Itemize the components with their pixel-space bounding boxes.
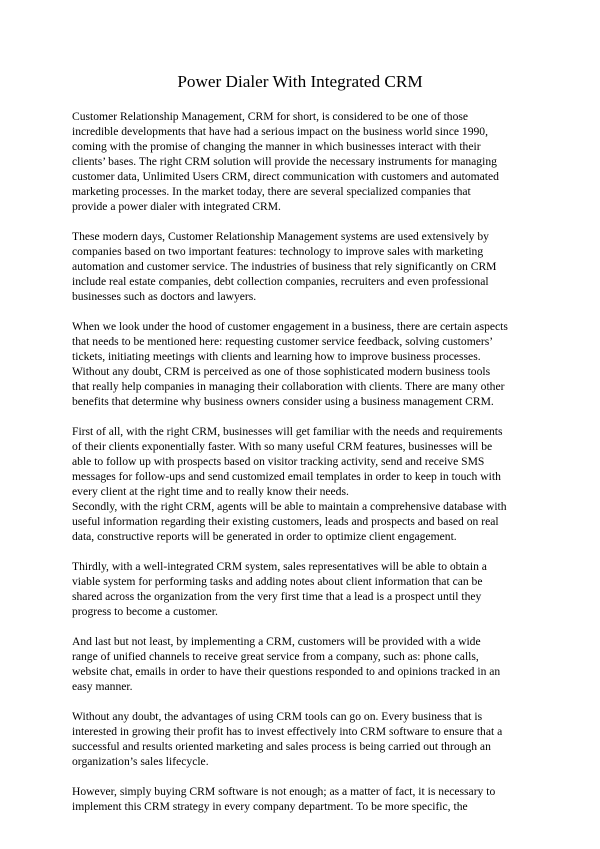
text-line: customer data, Unlimited Users CRM, direct communication with customers and automated — [72, 170, 499, 183]
paragraph-1 — [72, 109, 542, 214]
paragraph-5 — [72, 499, 542, 544]
text-line: that really help companies in managing their collaboration with clients. There are many other — [72, 380, 505, 393]
text-line: Thirdly, with a well-integrated CRM system, sales representatives will be able to obtain a — [72, 560, 487, 573]
text-line: companies based on two important features: technology to improve sales with marketing — [72, 245, 484, 258]
text-line: include real estate companies, debt collection companies, recruiters and even professional — [72, 275, 489, 288]
text-line: First of all, with the right CRM, businesses will get familiar with the needs and requirements — [72, 425, 503, 438]
text-line: automation and customer service. The industries of business that rely significantly on CRM — [72, 260, 497, 273]
text-line: data, constructive reports will be generated in order to optimize client engagement. — [72, 530, 457, 543]
text-line: tickets, initiating meetings with clients and learning how to improve business processes. — [72, 350, 481, 363]
paragraph-6 — [72, 559, 542, 619]
text-line: benefits that determine why business owners consider using a business management CRM. — [72, 395, 494, 408]
text-line: every client at the right time and to really know their needs. — [72, 485, 349, 498]
text-line: easy manner. — [72, 680, 133, 693]
text-line: incredible developments that have had a serious impact on the business world since 1990, — [72, 125, 488, 138]
text-line: Without any doubt, CRM is perceived as one of those sophisticated modern business tools — [72, 365, 491, 378]
text-line: clients’ bases. The right CRM solution will provide the necessary instruments for managing — [72, 155, 497, 168]
text-line: useful information regarding their existing customers, leads and prospects and based on real — [72, 515, 499, 528]
text-line: viable system for performing tasks and adding notes about client information that can be — [72, 575, 483, 588]
text-line: interested in growing their profit has to invest effectively into CRM software to ensure that a — [72, 725, 503, 738]
text-line: implement this CRM strategy in every company department. To be more specific, the — [72, 800, 468, 813]
text-line: shared across the organization from the very first time that a lead is a prospect until they — [72, 590, 482, 603]
paragraph-9 — [72, 784, 542, 814]
text-line: of their clients exponentially faster. With so many useful CRM features, businesses will be — [72, 440, 493, 453]
text-line: messages for follow-ups and send customized email templates in order to keep in touch with — [72, 470, 501, 483]
text-line: range of unified channels to receive great service from a company, such as: phone calls, — [72, 650, 479, 663]
text-line: When we look under the hood of customer engagement in a business, there are certain aspects — [72, 320, 508, 333]
text-line: And last but not least, by implementing a CRM, customers will be provided with a wide — [72, 635, 481, 648]
paragraph-8 — [72, 709, 542, 769]
text-line: These modern days, Customer Relationship Management systems are used extensively by — [72, 230, 489, 243]
text-line: able to follow up with prospects based on visitor tracking activity, send and receive SMS — [72, 455, 485, 468]
text-line: organization’s sales lifecycle. — [72, 755, 209, 768]
text-line: Customer Relationship Management, CRM for short, is considered to be one of those — [72, 110, 469, 123]
text-line: that needs to be mentioned here: requesting customer service feedback, solving customers’ — [72, 335, 494, 348]
text-line: However, simply buying CRM software is not enough; as a matter of fact, it is necessary to — [72, 785, 496, 798]
text-line: marketing processes. In the market today, there are several specialized companies that — [72, 185, 471, 198]
paragraph-7 — [72, 634, 542, 694]
text-line: successful and results oriented marketing and sales process is being carried out through an — [72, 740, 491, 753]
text-line: businesses such as doctors and lawyers. — [72, 290, 257, 303]
paragraph-2 — [72, 229, 542, 304]
document-body — [72, 109, 542, 829]
text-line: Secondly, with the right CRM, agents will be able to maintain a comprehensive database with — [72, 500, 507, 513]
text-line: website chat, emails in order to have their questions responded to and opinions tracked in an — [72, 665, 501, 678]
text-line: provide a power dialer with integrated CRM. — [72, 200, 281, 213]
paragraph-4 — [72, 424, 542, 499]
document-title: Power Dialer With Integrated CRM — [177, 72, 423, 91]
text-line: Without any doubt, the advantages of using CRM tools can go on. Every business that is — [72, 710, 483, 723]
paragraph-3 — [72, 319, 542, 409]
text-line: progress to become a customer. — [72, 605, 218, 618]
text-line: coming with the promise of changing the manner in which businesses interact with their — [72, 140, 481, 153]
